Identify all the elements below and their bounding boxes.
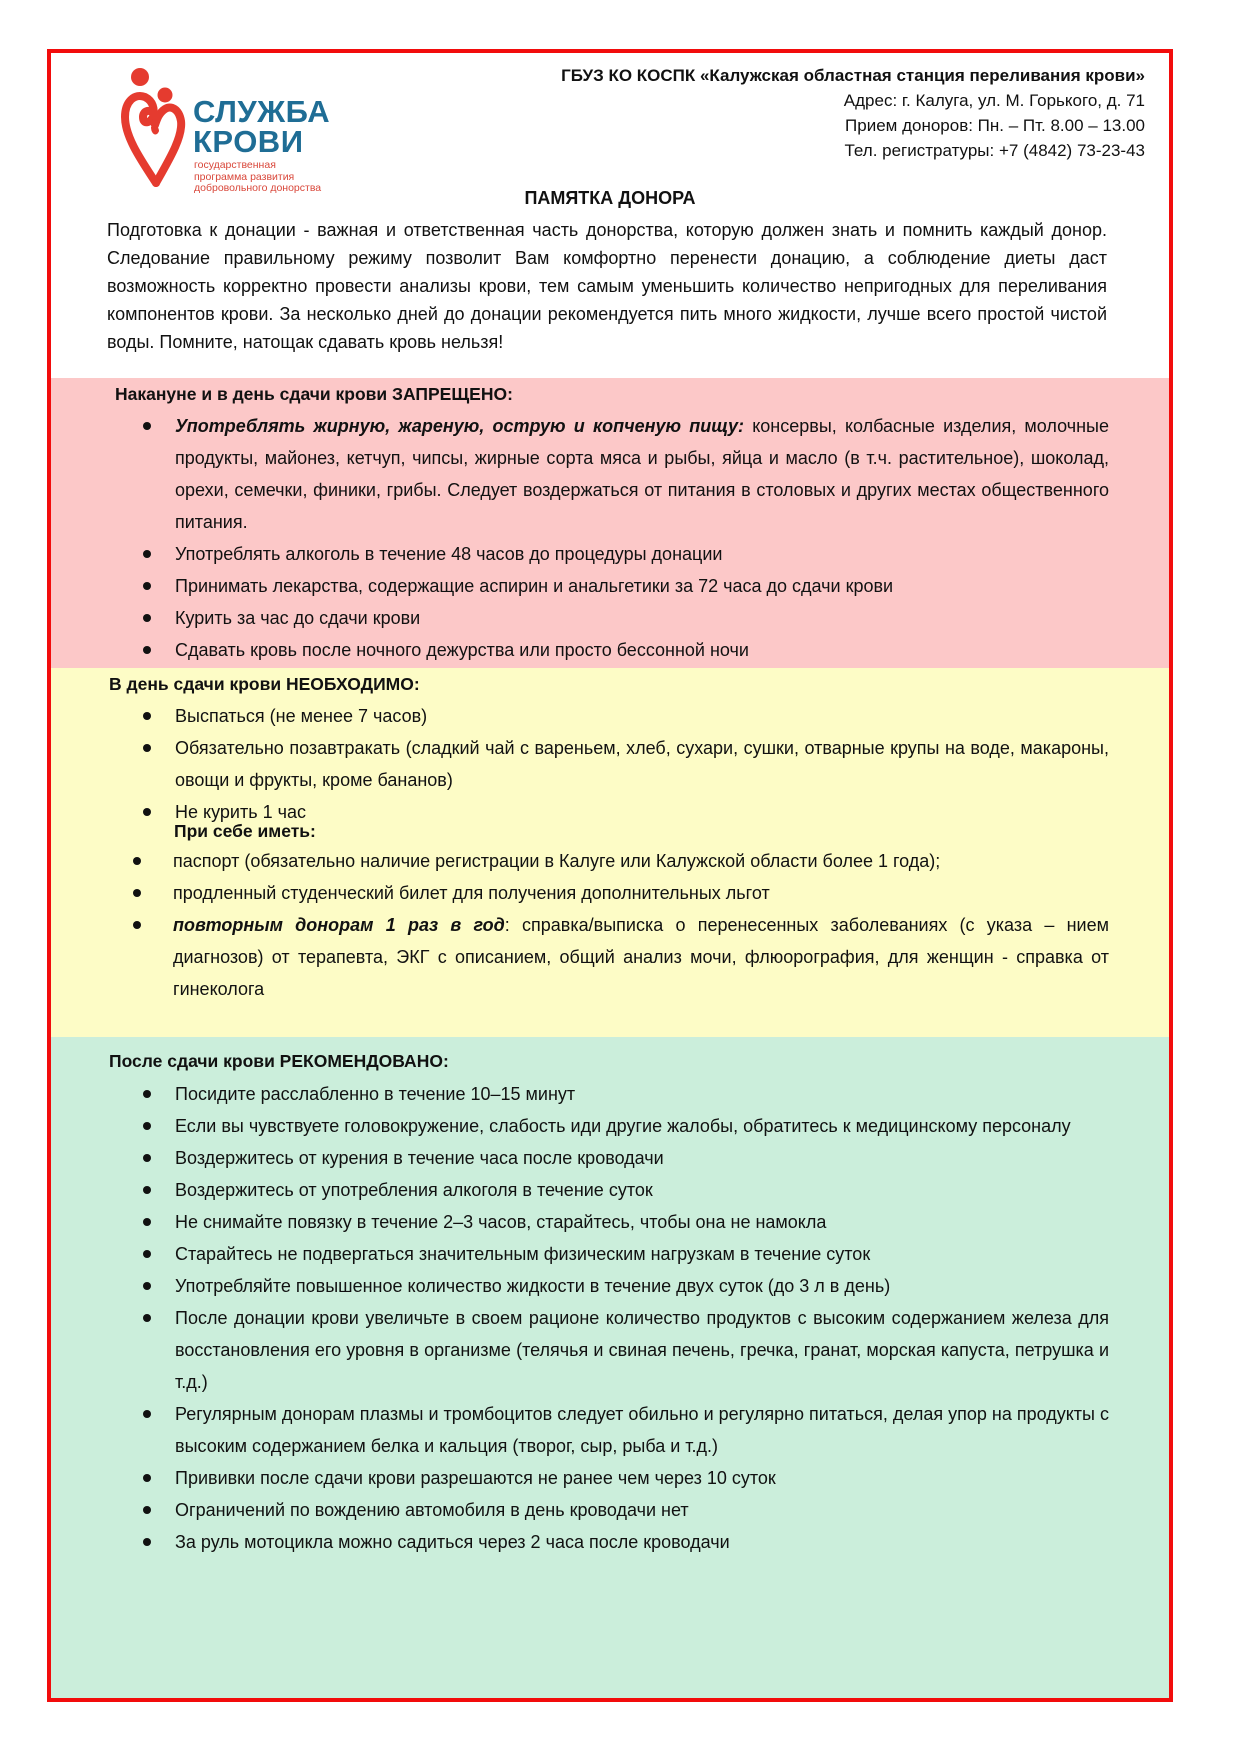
bullet-icon bbox=[143, 1218, 151, 1226]
bullet-icon bbox=[133, 857, 141, 865]
logo-subtitle-line3: добровольного донорства bbox=[194, 182, 322, 194]
section-forbidden bbox=[51, 378, 1169, 668]
list-item bbox=[111, 845, 1109, 877]
bring-list bbox=[111, 845, 1109, 1005]
list-item-lead: повторным донорам 1 раз в год bbox=[173, 915, 505, 935]
list-item bbox=[111, 570, 1109, 602]
section-heading-forbidden: Накануне и в день сдачи крови ЗАПРЕЩЕНО: bbox=[115, 384, 513, 404]
organization-phone: Тел. регистратуры: +7 (4842) 73-23-43 bbox=[844, 141, 1145, 160]
list-item bbox=[111, 909, 1109, 1005]
organization-name: ГБУЗ КО КОСПК «Калужская областная станция переливания крови» bbox=[561, 66, 1145, 85]
logo-title bbox=[193, 94, 331, 159]
bullet-icon bbox=[143, 1122, 151, 1130]
list-item bbox=[111, 700, 1109, 732]
list-item bbox=[111, 1110, 1109, 1142]
list-item-text: После донации крови увеличьте в своем рационе количество продуктов с высоким содержанием железа для восстановления его уровня в организме (телячья и свиная печень, гречка, гранат, морская капуста, петрушка и т.д.) bbox=[175, 1308, 1109, 1392]
list-item bbox=[111, 1526, 1109, 1558]
list-item bbox=[111, 877, 1109, 909]
list-item-text: Посидите расслабленно в течение 10–15 минут bbox=[175, 1084, 576, 1104]
list-item bbox=[111, 732, 1109, 796]
page-frame bbox=[47, 49, 1173, 1702]
list-item bbox=[111, 1142, 1109, 1174]
list-item-text: паспорт (обязательно наличие регистрации в Калуге или Калужской области более 1 года); bbox=[173, 851, 941, 871]
bullet-icon bbox=[143, 1282, 151, 1290]
list-item bbox=[111, 1270, 1109, 1302]
list-item bbox=[111, 1238, 1109, 1270]
intro-paragraph: Подготовка к донации - важная и ответственная часть донорства, которую должен знать и помнить каждый донор. Следование правильному режиму позволит Вам комфортно перенести донацию, а соблюдение диеты даст возможность корректно провести анализы крови, тем самым уменьшить количество непригодных для переливания компонентов крови. За несколько дней до донации рекомендуется пить много жидкости, лучше всего простой чистой воды. Помните, натощак сдавать кровь нельзя! bbox=[107, 220, 1107, 352]
bullet-icon bbox=[143, 1250, 151, 1258]
bullet-icon bbox=[143, 712, 151, 720]
list-item bbox=[111, 602, 1109, 634]
list-item bbox=[111, 1206, 1109, 1238]
bring-heading: При себе иметь: bbox=[174, 821, 316, 841]
organization-hours: Прием доноров: Пн. – Пт. 8.00 – 13.00 bbox=[845, 116, 1145, 135]
list-item bbox=[111, 410, 1109, 538]
list-item-text: продленный студенческий билет для получения дополнительных льгот bbox=[173, 883, 770, 903]
bullet-icon bbox=[143, 1474, 151, 1482]
list-item-text: Выспаться (не менее 7 часов) bbox=[175, 706, 428, 726]
section-heading-recommended: После сдачи крови РЕКОМЕНДОВАНО: bbox=[109, 1051, 449, 1071]
bullet-icon bbox=[143, 582, 151, 590]
bullet-icon bbox=[143, 1506, 151, 1514]
list-item bbox=[111, 538, 1109, 570]
logo bbox=[121, 65, 351, 200]
list-item-text: Принимать лекарства, содержащие аспирин и анальгетики за 72 часа до сдачи крови bbox=[175, 576, 894, 596]
list-item bbox=[111, 634, 1109, 666]
list-item-text: : справка/выписка о перенесенных заболеваниях (с указа – нием диагнозов) от терапевта, ЭКГ с описанием, общий анализ мочи, флюорография, для женщин - справка от гинеколога bbox=[173, 915, 1109, 999]
list-item-text: Ограничений по вождению автомобиля в день кроводачи нет bbox=[175, 1500, 689, 1520]
bullet-icon bbox=[143, 1186, 151, 1194]
list-item-text: За руль мотоцикла можно садиться через 2 часа после кроводачи bbox=[175, 1532, 730, 1552]
list-item-text: Регулярным донорам плазмы и тромбоцитов следует обильно и регулярно питаться, делая упор на продукты с высоким содержанием белка и кальция (творог, сыр, рыба и т.д.) bbox=[175, 1404, 1109, 1456]
bullet-icon bbox=[143, 808, 151, 816]
bullet-icon bbox=[133, 889, 141, 897]
list-item-text: консервы, колбасные изделия, молочные продукты, майонез, кетчуп, чипсы, жирные сорта мяса и рыбы, яйца и масло (в т.ч. растительное), шоколад, орехи, семечки, финики, грибы. Следует воздержаться от питания в столовых и других местах общественного питания. bbox=[175, 416, 1109, 532]
organization-address: Адрес: г. Калуга, ул. М. Горького, д. 71 bbox=[843, 91, 1145, 110]
logo-title-line2: КРОВИ bbox=[193, 124, 304, 159]
bullet-icon bbox=[143, 1090, 151, 1098]
bullet-icon bbox=[143, 1538, 151, 1546]
bullet-icon bbox=[143, 1314, 151, 1322]
list-item-lead: Употреблять жирную, жареную, острую и копченую пищу: bbox=[175, 416, 745, 436]
bullet-icon bbox=[143, 646, 151, 654]
list-item-text: Употреблять алкоголь в течение 48 часов до процедуры донации bbox=[175, 544, 723, 564]
bullet-icon bbox=[143, 744, 151, 752]
list-item bbox=[111, 1462, 1109, 1494]
section-required bbox=[51, 668, 1169, 1037]
heart-people-icon bbox=[121, 65, 191, 190]
list-item-text: Не снимайте повязку в течение 2–3 часов, старайтесь, чтобы она не намокла bbox=[175, 1212, 827, 1232]
list-item-text: Употребляйте повышенное количество жидкости в течение двух суток (до 3 л в день) bbox=[175, 1276, 891, 1296]
list-item bbox=[111, 1398, 1109, 1462]
section-heading-required: В день сдачи крови НЕОБХОДИМО: bbox=[109, 674, 420, 694]
organization-info bbox=[561, 63, 1145, 163]
recommended-list bbox=[111, 1078, 1109, 1558]
list-item bbox=[111, 1174, 1109, 1206]
bullet-icon bbox=[133, 921, 141, 929]
list-item-text: Если вы чувствуете головокружение, слабость иди другие жалобы, обратитесь к медицинскому персоналу bbox=[175, 1116, 1071, 1136]
list-item-text: Сдавать кровь после ночного дежурства или просто бессонной ночи bbox=[175, 640, 749, 660]
bullet-icon bbox=[143, 614, 151, 622]
bullet-icon bbox=[143, 422, 151, 430]
bullet-icon bbox=[143, 1410, 151, 1418]
list-item-text: Курить за час до сдачи крови bbox=[175, 608, 421, 628]
list-item bbox=[111, 1494, 1109, 1526]
logo-subtitle-line2: программа развития bbox=[194, 170, 295, 183]
required-list bbox=[111, 700, 1109, 828]
list-item-text: Старайтесь не подвергаться значительным физическим нагрузкам в течение суток bbox=[175, 1244, 871, 1264]
list-item bbox=[111, 1302, 1109, 1398]
section-recommended bbox=[51, 1037, 1169, 1702]
bullet-icon bbox=[143, 550, 151, 558]
list-item-text: Прививки после сдачи крови разрешаются не ранее чем через 10 суток bbox=[175, 1468, 776, 1488]
forbidden-list bbox=[111, 410, 1109, 666]
list-item-text: Воздержитесь от курения в течение часа после кроводачи bbox=[175, 1148, 664, 1168]
bullet-icon bbox=[143, 1154, 151, 1162]
logo-subtitle-line1: государственная bbox=[194, 159, 276, 171]
list-item-text: Воздержитесь от употребления алкоголя в течение суток bbox=[175, 1180, 653, 1200]
list-item bbox=[111, 1078, 1109, 1110]
list-item-text: Не курить 1 час bbox=[175, 802, 306, 822]
list-item-text: Обязательно позавтракать (сладкий чай с вареньем, хлеб, сухари, сушки, отварные крупы на воде, макароны, овощи и фрукты, кроме бананов) bbox=[175, 738, 1109, 790]
logo-title-line1: СЛУЖБА bbox=[193, 94, 331, 129]
document-title: ПАМЯТКА ДОНОРА bbox=[524, 188, 696, 208]
